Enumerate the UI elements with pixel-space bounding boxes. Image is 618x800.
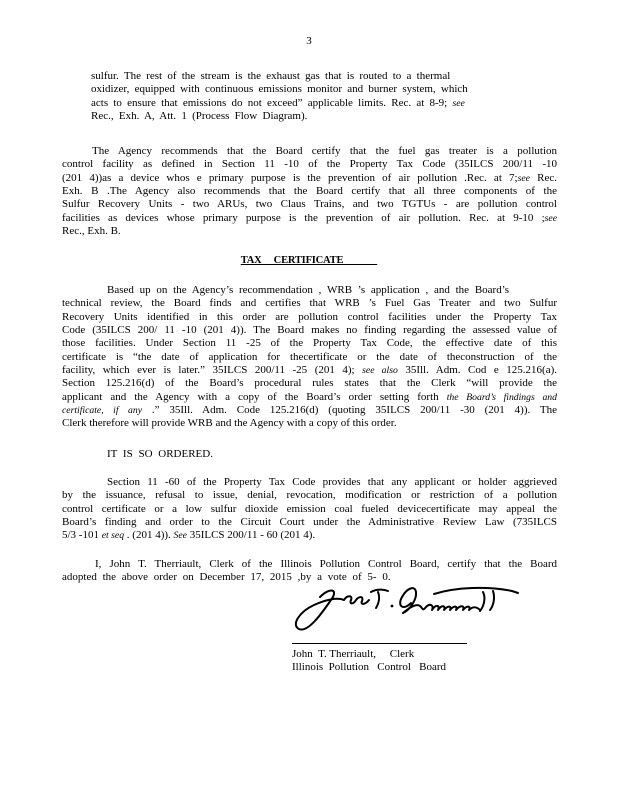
text-line: [91, 70, 538, 83]
body-text: (201 4))as a device whos e primary purpose is the prevention of air pollution .Rec. at 7;: [62, 171, 518, 184]
body-text: 5/3 -101: [62, 529, 102, 542]
text-line: [62, 225, 557, 238]
body-text: 35ILCS 200/11 - 60 (201 4).: [186, 529, 316, 542]
text-line: [62, 172, 557, 185]
body-text: facilities as devices whose primary purpose is the prevention of air pollution. Rec. at 9-10 ;: [62, 211, 545, 224]
text-line: [62, 558, 557, 571]
body-text: Sulfur Recovery Units - two ARUs, two Claus Trains, and two TGTUs - are pollution control: [62, 198, 557, 211]
text-line: [91, 110, 538, 123]
text-line: [62, 337, 557, 350]
text-line: [62, 489, 557, 502]
tax-certificate-heading-text: TAX CERTIFICATE: [240, 255, 378, 266]
text-line: [62, 476, 557, 489]
signature-rule: [292, 643, 467, 644]
text-line: [62, 351, 557, 364]
body-text: 35Ill. Adm. Cod e 125.216(a).: [397, 364, 558, 377]
text-line: [107, 448, 527, 461]
body-text: certificate is “the date of application for thecertificate or the date of theconstruction of the: [62, 350, 557, 363]
text-line: [91, 97, 538, 110]
citation-italic-text: et seq: [101, 530, 125, 542]
body-text: Code (35ILCS 200/ 11 -10 (201 4)). The Board makes no finding regarding the assessed value of: [62, 324, 557, 337]
board-finding-paragraph: [62, 284, 557, 431]
text-line: [62, 516, 557, 529]
citation-italic-text: See: [173, 530, 187, 542]
body-text: Based up on the Agency’s recommendation , WRB ’s application , and the Board’s: [107, 284, 510, 296]
body-text: Rec., Exh. A, Att. 1 (Process Flow Diagram).: [91, 110, 308, 123]
body-text: Board’s finding and order to the Circuit Court under the Administrative Review Law (735ILCS: [62, 516, 557, 529]
body-text: facility, which ever is later.” 35ILCS 200/11 -25 (201 4);: [62, 364, 363, 377]
citation-italic-text: certificate, if any: [62, 405, 143, 417]
text-line: [62, 158, 557, 171]
body-text: . (201 4)).: [124, 529, 174, 542]
body-text: control facility as defined in Section 11 -10 of the Property Tax Code (35ILCS 200/11 -10: [62, 158, 557, 171]
page-number: 3: [306, 35, 312, 47]
text-line: [62, 417, 557, 430]
body-text: applicant and the Agency with a copy of the Board’s order setting forth: [62, 390, 447, 403]
blockquote-paragraph: [91, 70, 538, 123]
text-line: [62, 503, 557, 516]
text-line: [62, 364, 557, 377]
clerk-name-line: John T. Therriault, Clerk: [292, 648, 415, 660]
clerk-certification-paragraph: [62, 558, 557, 585]
body-text: .” 35Ill. Adm. Code 125.216(d) (quoting 35ILCS 200/11 -30 (201 4)). The: [142, 404, 557, 417]
tax-certificate-heading: [0, 254, 618, 267]
citation-italic-text: see: [544, 212, 557, 224]
body-text: Exh. B .The Agency also recommends that the Board certify that all three components of the: [62, 185, 557, 198]
body-text: sulfur. The rest of the stream is the exhaust gas that is routed to a thermal: [91, 70, 451, 82]
body-text: those facilities. Under Section 11 -25 of the Property Tax Code, the effective date of this: [62, 337, 557, 350]
text-line: [62, 311, 557, 324]
citation-italic-text: see: [517, 172, 530, 184]
text-line: [62, 529, 557, 542]
body-text: The Agency recommends that the Board certify that the fuel gas treater is a pollution: [92, 145, 557, 157]
body-text: Rec., Exh. B.: [62, 225, 121, 238]
body-text: Clerk therefore will provide WRB and the Agency with a copy of this order.: [62, 417, 397, 430]
signature-image: [286, 583, 522, 641]
text-line: [62, 212, 557, 225]
text-line: [62, 185, 557, 198]
text-line: [62, 198, 557, 211]
text-line: [62, 404, 557, 417]
text-line: [62, 324, 557, 337]
body-text: adopted the above order on December 17, 2015 ,by a vote of 5- 0.: [62, 571, 391, 584]
so-ordered-line: [107, 448, 527, 461]
text-line: [62, 391, 557, 404]
body-text: acts to ensure that emissions do not exceed” applicable limits. Rec. at 8-9;: [91, 96, 453, 109]
text-line: [62, 297, 557, 310]
agency-recommendation-paragraph: [62, 145, 557, 238]
body-text: by the issuance, refusal to issue, denial, revocation, modification or restriction of a pollution: [62, 489, 557, 502]
body-text: technical review, the Board finds and certifies that WRB ’s Fuel Gas Treater and two Sulfur: [62, 297, 557, 310]
citation-italic-text: see also: [362, 365, 398, 377]
body-text: Rec.: [529, 171, 557, 184]
body-text: Section 11 -60 of the Property Tax Code provides that any applicant or holder aggrieved: [107, 476, 557, 488]
body-text: IT IS SO ORDERED.: [107, 448, 213, 460]
body-text: I, John T. Therriault, Clerk of the Illinois Pollution Control Board, certify that the Board: [95, 558, 557, 570]
text-line: [62, 145, 557, 158]
text-line: [62, 377, 557, 390]
citation-italic-text: see: [452, 97, 465, 109]
text-line: [62, 284, 557, 297]
clerk-org-line: Illinois Pollution Control Board: [292, 661, 447, 673]
body-text: control certificate or a low sulfur dioxide emission coal fueled devicecertificate may appeal the: [62, 502, 557, 515]
body-text: Section 125.216(d) of the Board’s procedural rules states that the Clerk “will provide the: [62, 377, 557, 390]
citation-italic-text: the Board’s findings and: [446, 391, 557, 403]
body-text: oxidizer, equipped with continuous emissions monitor and burner system, which: [91, 83, 468, 96]
appeal-rights-paragraph: [62, 476, 557, 543]
text-line: [91, 83, 538, 96]
body-text: Recovery Units identified in this order are pollution control facilities under the Property Tax: [62, 310, 557, 323]
